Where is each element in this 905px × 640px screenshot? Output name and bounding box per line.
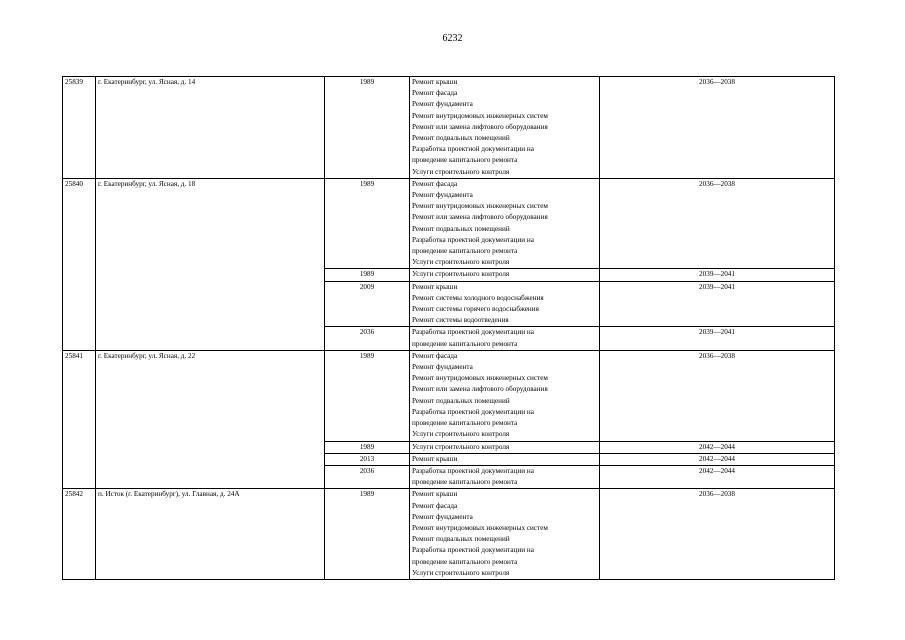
work-item: проведение капитального ремонта xyxy=(412,156,518,165)
capital-repair-table xyxy=(62,76,835,580)
construction-year: 2013 xyxy=(325,453,410,465)
work-item: Ремонт фундамента xyxy=(412,100,473,109)
work-list xyxy=(410,269,600,281)
record-id: 25842 xyxy=(63,489,96,580)
work-list xyxy=(410,178,600,269)
work-item: Услуги строительного контроля xyxy=(412,270,510,279)
work-list xyxy=(410,350,600,441)
work-item: Разработка проектной документации на xyxy=(412,145,534,154)
work-item: проведение капитального ремонта xyxy=(412,419,518,428)
table-row xyxy=(63,178,835,269)
work-item: Ремонт фасада xyxy=(412,89,458,98)
work-item: Ремонт подвальных помещений xyxy=(412,535,510,544)
work-item: Ремонт системы водоотведения xyxy=(412,316,509,325)
construction-year: 1989 xyxy=(325,269,410,281)
repair-period: 2036—2038 xyxy=(600,489,835,580)
work-list xyxy=(410,489,600,580)
table-row xyxy=(63,350,835,441)
work-item: Ремонт подвальных помещений xyxy=(412,134,510,143)
construction-year: 2009 xyxy=(325,281,410,327)
repair-period: 2039—2041 xyxy=(600,281,835,327)
repair-period: 2036—2038 xyxy=(600,77,835,179)
work-item: Разработка проектной документации на xyxy=(412,546,534,555)
work-item: Разработка проектной документации на xyxy=(412,466,534,475)
construction-year: 2036 xyxy=(325,465,410,488)
work-item: Ремонт фундамента xyxy=(412,512,473,521)
work-item: Ремонт крыши xyxy=(412,490,458,499)
work-item: Разработка проектной документации на xyxy=(412,328,534,337)
work-item: Услуги строительного контроля xyxy=(412,568,510,577)
work-item: проведение капитального ремонта xyxy=(412,478,518,487)
work-item: Ремонт или замена лифтового оборудования xyxy=(412,385,548,394)
work-list xyxy=(410,281,600,327)
table-row xyxy=(63,489,835,580)
work-list xyxy=(410,465,600,488)
construction-year: 2036 xyxy=(325,327,410,350)
work-item: Ремонт подвальных помещений xyxy=(412,396,510,405)
work-list xyxy=(410,327,600,350)
record-address: г. Екатеринбург, ул. Ясная, д. 22 xyxy=(96,350,325,488)
work-item: Ремонт подвальных помещений xyxy=(412,224,510,233)
work-item: Ремонт или замена лифтового оборудования xyxy=(412,122,548,131)
work-item: Разработка проектной документации на xyxy=(412,235,534,244)
work-list xyxy=(410,453,600,465)
work-item: проведение капитального ремонта xyxy=(412,557,518,566)
record-id: 25841 xyxy=(63,350,96,488)
repair-period: 2036—2038 xyxy=(600,178,835,269)
construction-year: 1989 xyxy=(325,77,410,179)
work-item: Ремонт фундамента xyxy=(412,363,473,372)
work-item: Ремонт внутридомовых инженерных систем xyxy=(412,523,548,532)
work-item: Ремонт внутридомовых инженерных систем xyxy=(412,111,548,120)
work-item: Услуги строительного контроля xyxy=(412,430,510,439)
work-item: Ремонт крыши xyxy=(412,78,458,86)
record-id: 25840 xyxy=(63,178,96,350)
repair-period: 2042—2044 xyxy=(600,453,835,465)
work-item: Ремонт крыши xyxy=(412,282,458,291)
work-item: Ремонт крыши xyxy=(412,454,458,463)
construction-year: 1989 xyxy=(325,350,410,441)
record-id: 25839 xyxy=(63,77,96,179)
work-item: Услуги строительного контроля xyxy=(412,258,510,267)
repair-period: 2039—2041 xyxy=(600,327,835,350)
work-item: Ремонт системы горячего водоснабжения xyxy=(412,305,539,314)
construction-year: 1989 xyxy=(325,441,410,453)
work-item: Ремонт системы холодного водоснабжения xyxy=(412,293,544,302)
repair-period: 2039—2041 xyxy=(600,269,835,281)
work-item: Услуги строительного контроля xyxy=(412,442,510,451)
construction-year: 1989 xyxy=(325,178,410,269)
construction-year: 1989 xyxy=(325,489,410,580)
work-item: Ремонт внутридомовых инженерных систем xyxy=(412,202,548,211)
work-list xyxy=(410,77,600,179)
repair-period: 2042—2044 xyxy=(600,441,835,453)
work-item: Ремонт или замена лифтового оборудования xyxy=(412,213,548,222)
work-item: проведение капитального ремонта xyxy=(412,339,518,348)
table-body xyxy=(63,77,835,580)
work-item: Ремонт внутридомовых инженерных систем xyxy=(412,374,548,383)
repair-period: 2036—2038 xyxy=(600,350,835,441)
work-item: Разработка проектной документации на xyxy=(412,407,534,416)
work-item: Ремонт фасада xyxy=(412,351,458,360)
work-list xyxy=(410,441,600,453)
work-item: проведение капитального ремонта xyxy=(412,247,518,256)
work-item: Ремонт фундамента xyxy=(412,191,473,200)
record-address: п. Исток (г. Екатеринбург), ул. Главная, д. 24А xyxy=(96,489,325,580)
table-row xyxy=(63,77,835,179)
record-address: г. Екатеринбург, ул. Ясная, д. 14 xyxy=(96,77,325,179)
work-item: Ремонт фасада xyxy=(412,501,458,510)
work-item: Услуги строительного контроля xyxy=(412,167,510,176)
repair-period: 2042—2044 xyxy=(600,465,835,488)
work-item: Ремонт фасада xyxy=(412,179,458,188)
record-address: г. Екатеринбург, ул. Ясная, д. 18 xyxy=(96,178,325,350)
page-number: 6232 xyxy=(442,33,463,44)
